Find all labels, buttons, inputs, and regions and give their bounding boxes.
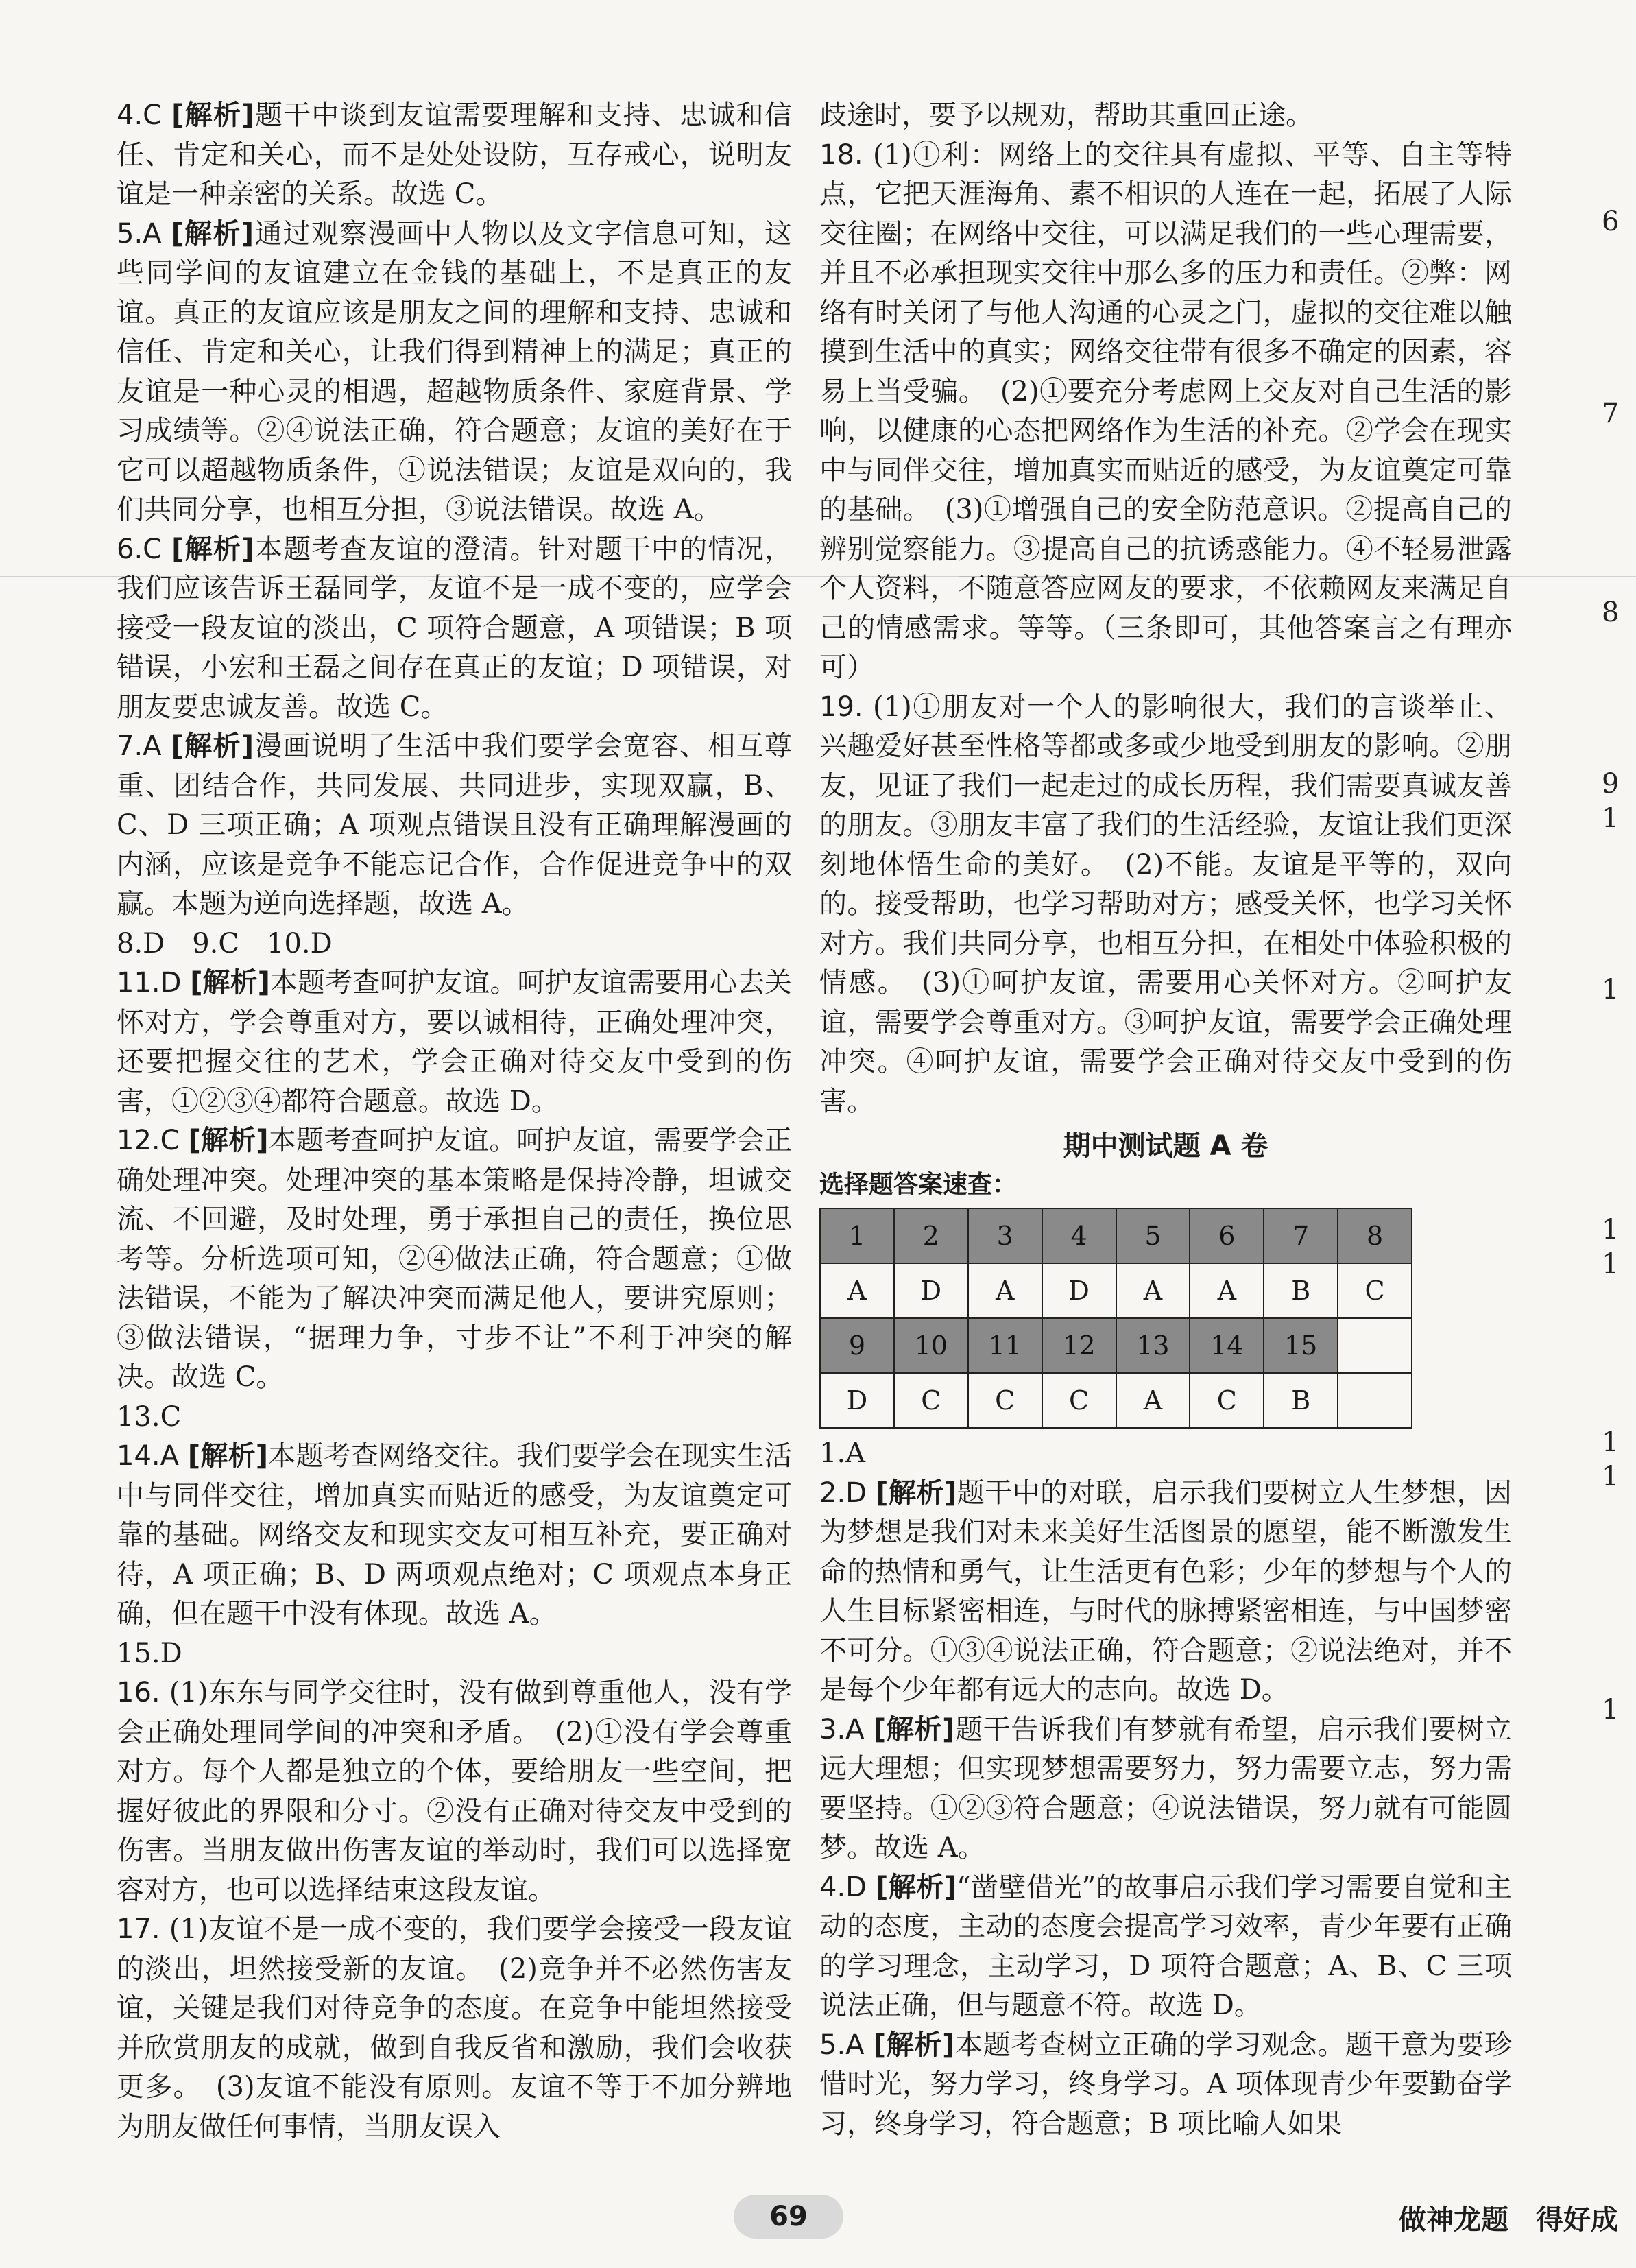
answer-item [117,1673,792,1910]
item-number: 6.C [117,533,163,565]
analysis-label: [解析] [171,99,254,131]
answer-item [117,924,792,964]
answer-item [819,1710,1512,1868]
section-title: 期中测试题 A 卷 [1063,1130,1268,1162]
analysis-label: [解析] [873,1713,955,1745]
item-number: 14.A [117,1440,179,1472]
answer-item [819,688,1512,1122]
item-text: 1.A [819,1437,866,1469]
item-text: 题干中的对联，启示我们要树立人生梦想，因为梦想是我们对未来美好生活图景的愿望，能不断激发生命的热情和勇气，让生活更有色彩；少年的梦想与个人的人生目标紧密相连，与时代的脉搏紧密相连，与中国梦密不可分。①③④说法正确，符合题意；②说法绝对，并不是每个少年都有远大的志向。故选 D。 [819,1477,1513,1706]
answer-cell: A [1116,1373,1190,1428]
analysis-label: [解析] [190,967,270,999]
answer-cell: C [894,1373,968,1428]
item-text: 漫画说明了生活中我们要学会宽容、相互尊重、团结合作，共同发展、共同进步，实现双赢，B、C、D 三项正确；A 项观点错误且没有正确理解漫画的内涵，应该是竞争不能忘记合作，合作促进竞争中的双赢。本题为逆向选择题，故选 A。 [117,730,792,920]
question-number-cell: 1 [820,1208,894,1263]
edge-digit: 1 [1602,1214,1620,1245]
item-number: 4.C [117,99,163,131]
right-column-top [819,96,1512,1121]
item-number: 3.A [819,1713,865,1745]
question-number-cell: 2 [894,1208,968,1263]
edge-digit: 9 [1602,768,1620,800]
question-number-cell: 13 [1116,1318,1190,1373]
edge-digit: 8 [1602,597,1620,628]
answer-cell: A [820,1263,894,1318]
page-number: 69 [734,2195,843,2239]
answer-item [819,1434,1512,1474]
edge-digit: 6 [1602,206,1620,237]
item-number: 16. [117,1677,160,1708]
question-number-cell: 3 [968,1208,1042,1263]
left-column [117,96,792,2147]
answer-item [117,96,792,215]
item-text: 本题考查呵护友谊。呵护友谊，需要学会正确处理冲突。处理冲突的基本策略是保持冷静，坦诚交流、不回避，及时处理，勇于承担自己的责任，换位思考等。分析选项可知，②④做法正确，符合题意；①做法错误，不能为了解决冲突而满足他人，要讲究原则；③做法错误，“据理力争，寸步不让”不利于冲突的解决。故选 C。 [117,1125,793,1393]
answer-table-row-numbers-2 [820,1318,1412,1373]
question-number-cell: 5 [1116,1208,1190,1263]
answer-cell: A [968,1263,1042,1318]
answer-cell: C [968,1373,1042,1428]
edge-digit: 1 [1602,974,1620,1005]
analysis-label: [解析] [876,1871,957,1903]
answer-item [117,964,792,1121]
brand-slogan: 做神龙题 得好成 [1399,2204,1618,2236]
question-number-cell: 4 [1042,1208,1116,1263]
answer-cell: D [1042,1263,1116,1318]
question-number-cell: 8 [1338,1208,1412,1263]
answer-cell: B [1264,1373,1338,1428]
item-text: 13.C [117,1400,182,1433]
item-text: (1)友谊不是一成不变的，我们要学会接受一段友谊的淡出，坦然接受新的友谊。 (2)竞争并不必然伤害友谊，关键是我们对待竞争的态度。在竞争中能坦然接受并欣赏朋友的成就，做到自我反省和激励，我们会收获更多。 (3)友谊不能没有原则。友谊不等于不加分辨地为朋友做任何事情，当朋友误入 [117,1913,792,2142]
item-text: 题干告诉我们有梦就有希望，启示我们要树立远大理想；但实现梦想需要努力，努力需要立志，努力需要坚持。①②③符合题意；④说法错误，努力就有可能圆梦。故选 A。 [819,1713,1513,1863]
answer-item [117,1121,792,1398]
item-text: “凿壁借光”的故事启示我们学习需要自觉和主动的态度，主动的态度会提高学习效率，青少年要有正确的学习理念，主动学习，D 项符合题意；A、B、C 三项说法正确，但与题意不符。故选 D。 [819,1871,1512,2021]
item-number: 7.A [117,730,162,762]
analysis-label: [解析] [188,1125,269,1156]
edge-digit: 7 [1602,398,1620,429]
question-number-cell: 7 [1264,1208,1338,1263]
answer-item [117,1437,792,1634]
question-number-cell: 15 [1264,1318,1338,1373]
answer-cell: D [894,1263,968,1318]
item-text: 题干中谈到友谊需要理解和支持、忠诚和信任、肯定和关心，而不是处处设防，互存戒心，说明友谊是一种亲密的关系。故选 C。 [117,99,793,210]
answer-table-row-numbers-1 [820,1208,1412,1263]
item-text: (1)①朋友对一个人的影响很大，我们的言谈举止、兴趣爱好甚至性格等都或多或少地受到朋友的影响。②朋友，见证了我们一起走过的成长历程，我们需要真诚友善的朋友。③朋友丰富了我们的生活经验，友谊让我们更深刻地体悟生命的美好。 (2)不能。友谊是平等的，双向的。接受帮助，也学习帮助对方；感受关怀，也学习关怀对方。我们共同分享，也相互分担，在相处中体验积极的情感。 (3)①呵护友谊，需要用心关怀对方。②呵护友谊，需要学会尊重对方。③呵护友谊，需要学会正确处理冲突。④呵护友谊，需要学会正确对待交友中受到的伤害。 [819,691,1512,1117]
edge-digit: 1 [1602,1248,1620,1280]
item-number: 5.A [819,2029,865,2061]
analysis-label: [解析] [171,730,254,762]
item-text: 本题考查呵护友谊。呵护友谊需要用心去关怀对方，学会尊重对方，要以诚相待，正确处理冲突，还要把握交往的艺术，学会正确对待交友中受到的伤害，①②③④都符合题意。故选 D。 [117,967,793,1117]
answer-item [117,530,792,728]
item-number: 18. [819,139,863,171]
answer-cell: A [1190,1263,1264,1318]
edge-digit: 1 [1602,1427,1620,1458]
answer-cell [1338,1373,1412,1428]
answer-item [819,2026,1512,2145]
analysis-label: [解析] [876,1477,957,1509]
item-text: (1)东东与同学交往时，没有做到尊重他人，没有学会正确处理同学间的冲突和矛盾。 (2)①没有学会尊重对方。每个人都是独立的个体，要给朋友一些空间，把握好彼此的界限和分寸。②没有正确对待交友中受到的伤害。当朋友做出伤害友谊的举动时，我们可以选择宽容对方，也可以选择结束这段友谊。 [117,1677,792,1906]
answer-item [117,215,792,530]
answer-item [117,1910,792,2147]
answer-cell: A [1116,1263,1190,1318]
answer-item [117,1398,792,1437]
edge-digit: 1 [1602,1694,1620,1726]
edge-digit: 1 [1602,802,1620,834]
answer-cell: C [1042,1373,1116,1428]
item-text: 本题考查树立正确的学习观念。题干意为要珍惜时光，努力学习，终身学习。A 项体现青少年要勤奋学习，终身学习，符合题意；B 项比喻人如果 [819,2029,1513,2140]
answer-cell: D [820,1373,894,1428]
item-number: 4.D [819,1871,867,1903]
answer-cell: C [1338,1263,1412,1318]
answer-item [819,136,1512,688]
analysis-label: [解析] [171,533,254,565]
answer-table-row-answers-1 [820,1263,1412,1318]
question-number-cell: 9 [820,1318,894,1373]
answer-table-row-answers-2 [820,1373,1412,1428]
answer-table [819,1208,1412,1429]
item-text: 本题考查友谊的澄清。针对题干中的情况，我们应该告诉王磊同学，友谊不是一成不变的，应学会接受一段友谊的淡出，C 项符合题意，A 项错误；B 项错误，小宏和王磊之间存在真正的友谊；D 项错误，对朋友要忠诚友善。故选 C。 [117,533,793,723]
analysis-label: [解析] [171,217,254,250]
analysis-label: [解析] [873,2029,955,2061]
item-number: 11.D [117,967,182,999]
item-text: (1)①利：网络上的交往具有虚拟、平等、自主等特点，它把天涯海角、素不相识的人连在一起，拓展了人际交往圈；在网络中交往，可以满足我们的一些心理需要，并且不必承担现实交往中那么多的压力和责任。②弊：网络有时关闭了与他人沟通的心灵之门，虚拟的交往难以触摸到生活中的真实；网络交往带有很多不确定的因素，容易上当受骗。 (2)①要充分考虑网上交友对自己生活的影响，以健康的心态把网络作为生活的补充。②学会在现实中与同伴交往，增加真实而贴近的感受，为友谊奠定可靠的基础。 (3)①增强自己的安全防范意识。②提高自己的辨别觉察能力。③提高自己的抗诱惑能力。④不轻易泄露个人资料，不随意答应网友的要求，不依赖网友来满足自己的情感需求。等等。（三条即可，其他答案言之有理亦可） [819,139,1512,683]
answer-item [819,96,1512,136]
answer-item [117,727,792,924]
quick-answer-label: 选择题答案速查： [819,1171,1018,1199]
item-text: 15.D [117,1637,182,1669]
question-number-cell: 12 [1042,1318,1116,1373]
item-text: 通过观察漫画中人物以及文字信息可知，这些同学间的友谊建立在金钱的基础上，不是真正的友谊。真正的友谊应该是朋友之间的理解和支持、忠诚和信任、肯定和关心，让我们得到精神上的满足；真正的友谊是一种心灵的相遇，超越物质条件、家庭背景、学习成绩等。②④说法正确，符合题意；友谊的美好在于它可以超越物质条件，①说法错误；友谊是双向的，我们共同分享，也相互分担，③说法错误。故选 A。 [117,217,792,525]
right-column [819,96,1512,2144]
item-number: 19. [819,691,863,723]
edge-digit: 1 [1602,1461,1620,1492]
answer-item [819,1868,1512,2026]
item-text: 歧途时，要予以规劝，帮助其重回正途。 [819,99,1313,131]
item-number: 17. [117,1913,160,1945]
answer-item [117,1634,792,1674]
answer-cell: B [1264,1263,1338,1318]
question-number-cell [1338,1318,1412,1373]
item-number: 2.D [819,1477,867,1509]
item-number: 12.C [117,1125,180,1156]
question-number-cell: 14 [1190,1318,1264,1373]
question-number-cell: 10 [894,1318,968,1373]
right-column-bottom [819,1434,1512,2144]
question-number-cell: 6 [1190,1208,1264,1263]
item-number: 5.A [117,217,162,250]
answer-item [819,1474,1512,1710]
item-text: 8.D 9.C 10.D [117,927,333,959]
item-text: 本题考查网络交往。我们要学会在现实生活中与同伴交往，增加真实而贴近的感受，为友谊奠定可靠的基础。网络交友和现实交友可相互补充，要正确对待，A 项正确；B、D 两项观点绝对；C 项观点本身正确，但在题干中没有体现。故选 A。 [117,1440,793,1630]
question-number-cell: 11 [968,1318,1042,1373]
analysis-label: [解析] [187,1440,269,1472]
answer-cell: C [1190,1373,1264,1428]
